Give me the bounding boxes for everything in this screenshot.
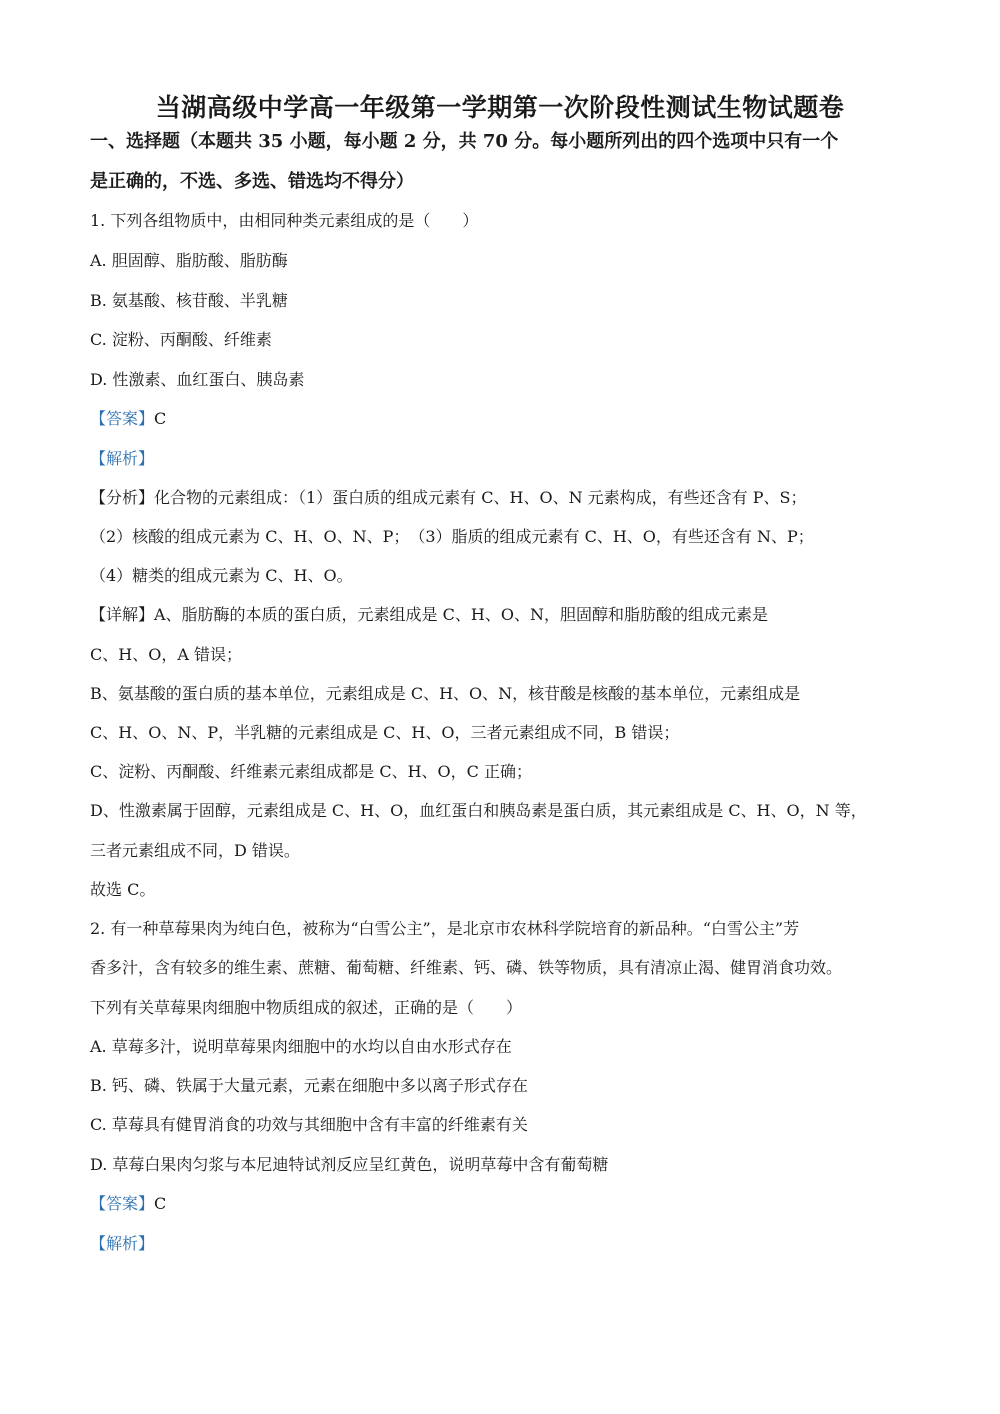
q1-option-a: A. 胆固醇、脂肪酸、脂肪酶 (90, 251, 288, 270)
q1-stem: 1. 下列各组物质中，由相同种类元素组成的是（ ） (90, 211, 479, 230)
q1-answer (90, 407, 930, 431)
q2-stem-line-1: 2. 有一种草莓果肉为纯白色，被称为“白雪公主”，是北京市农林科学院培育的新品种。“白雪公主”芳 (90, 919, 800, 938)
q1-answer-tag: 【答案】 (90, 409, 155, 428)
q1-detail-line-5: C、淀粉、丙酮酸、纤维素元素组成都是 C、H、O，C 正确； (90, 762, 532, 781)
q1-detail-line-1: 【详解】A、脂肪酶的本质的蛋白质，元素组成是 C、H、O、N，胆固醇和脂肪酸的组成元素是 (90, 605, 768, 624)
q2-option-a: A. 草莓多汁，说明草莓果肉细胞中的水均以自由水形式存在 (90, 1037, 512, 1056)
q1-option-d: D. 性激素、血红蛋白、胰岛素 (90, 370, 305, 389)
q1-analysis-line-3: （4）糖类的组成元素为 C、H、O。 (90, 566, 353, 585)
q1-analysis-tag: 【解析】 (90, 449, 155, 468)
q2-answer-tag: 【答案】 (90, 1194, 155, 1213)
q2-answer-value: C (154, 1194, 167, 1213)
q1-option-c: C. 淀粉、丙酮酸、纤维素 (90, 330, 272, 349)
q2-stem-line-2: 香多汁，含有较多的维生素、蔗糖、葡萄糖、纤维素、钙、磷、铁等物质，具有清凉止渴、健胃消食功效。 (90, 958, 843, 977)
q2-option-b: B. 钙、磷、铁属于大量元素，元素在细胞中多以离子形式存在 (90, 1076, 528, 1095)
q1-detail-line-2: C、H、O，A 错误； (90, 645, 242, 664)
q2-option-c: C. 草莓具有健胃消食的功效与其细胞中含有丰富的纤维素有关 (90, 1115, 528, 1134)
q1-conclusion: 故选 C。 (90, 880, 156, 899)
q1-detail-line-3: B、氨基酸的蛋白质的基本单位，元素组成是 C、H、O、N，核苷酸是核酸的基本单位，元素组成是 (90, 684, 801, 703)
q2-option-d: D. 草莓白果肉匀浆与本尼迪特试剂反应呈红黄色，说明草莓中含有葡萄糖 (90, 1155, 609, 1174)
q1-analysis-line-2: （2）核酸的组成元素为 C、H、O、N、P； （3）脂质的组成元素有 C、H、O，有些还含有 N、P； (90, 527, 814, 546)
page-title: 当湖高级中学高一年级第一学期第一次阶段性测试生物试题卷 (155, 93, 845, 122)
section-heading-line-1: 一、选择题（本题共 35 小题，每小题 2 分，共 70 分。每小题所列出的四个选项中只有一个 (90, 131, 839, 152)
q1-analysis-line-1: 【分析】化合物的元素组成：（1）蛋白质的组成元素有 C、H、O、N 元素构成，有些还含有 P、S； (90, 488, 807, 507)
q1-answer-value: C (154, 409, 167, 428)
q1-option-b: B. 氨基酸、核苷酸、半乳糖 (90, 291, 288, 310)
q2-analysis-tag: 【解析】 (90, 1234, 155, 1253)
q1-detail-line-6: D、性激素属于固醇，元素组成是 C、H、O，血红蛋白和胰岛素是蛋白质，其元素组成是 C、H、O，N 等， (90, 801, 867, 820)
q1-detail-line-4: C、H、O、N、P，半乳糖的元素组成是 C、H、O，三者元素组成不同，B 错误； (90, 723, 680, 742)
q2-answer (90, 1192, 930, 1216)
q1-detail-line-7: 三者元素组成不同，D 错误。 (90, 841, 300, 860)
section-heading-line-2: 是正确的，不选、多选、错选均不得分） (90, 171, 414, 192)
q2-stem-line-3: 下列有关草莓果肉细胞中物质组成的叙述，正确的是（ ） (90, 998, 523, 1017)
